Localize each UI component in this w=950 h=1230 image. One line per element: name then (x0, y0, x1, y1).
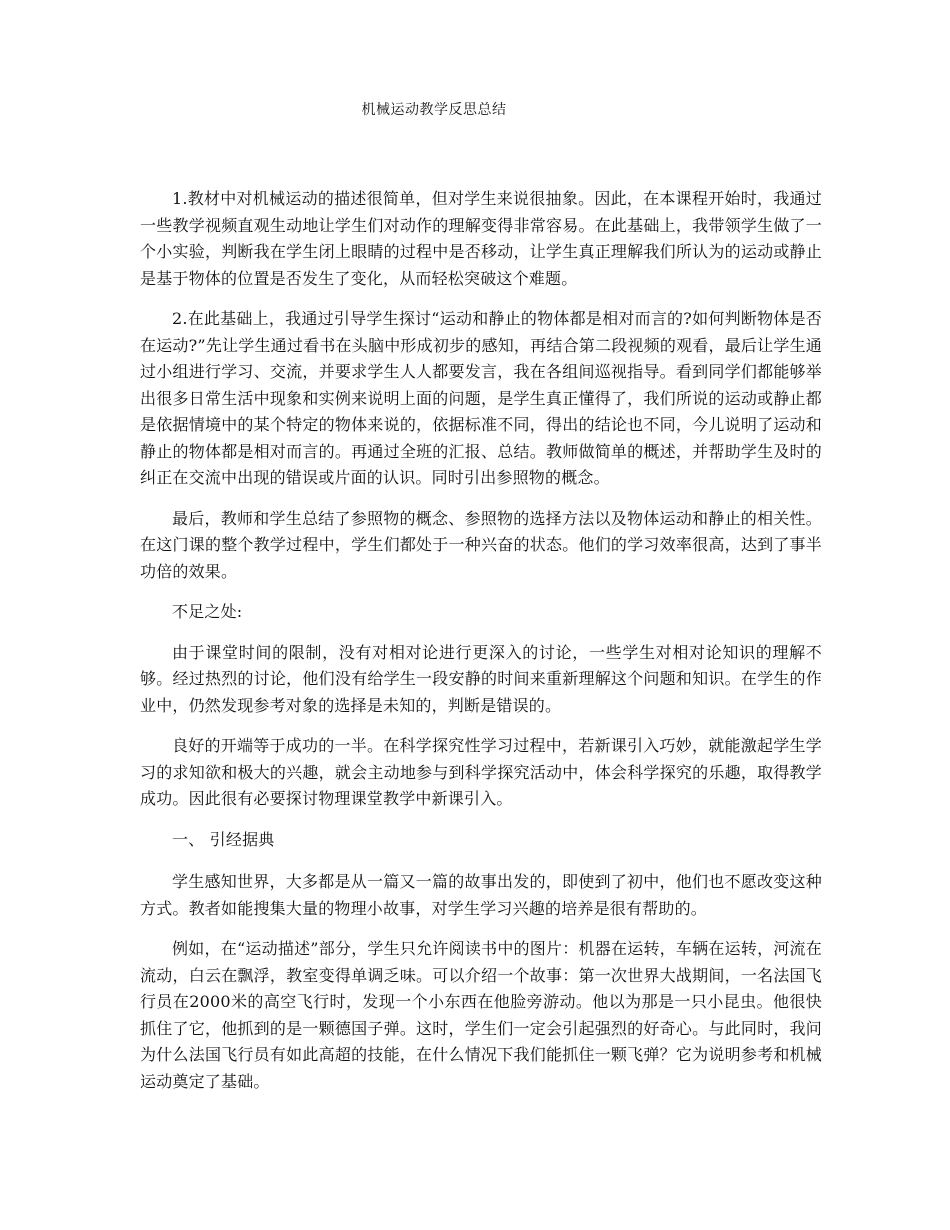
document-title: 机械运动教学反思总结 (361, 102, 507, 118)
paragraph-shortcomings-heading: 不足之处: (172, 602, 243, 621)
paragraph-8: 学生感知世界，大多都是从一篇又一篇的故事出发的，即使到了初中，他们也不愿改变这种方式。教者如能搜集大量的物理小故事，对学生学习兴趣的培养是很有帮助的。 (140, 872, 822, 918)
paragraph-6: 良好的开端等于成功的一半。在科学探究性学习过程中，若新课引入巧妙，就能激起学生学习的求知欲和极大的兴趣，就会主动地参与到科学探究活动中，体会科学探究的乐趣，取得教学成功。因此很有必要探讨物理课堂教学中新课引入。 (140, 736, 822, 808)
paragraph-1: 1.教材中对机械运动的描述很简单，但对学生来说很抽象。因此，在本课程开始时，我通过一些教学视频直观生动地让学生们对动作的理解变得非常容易。在此基础上，我带领学生做了一个小实验，判断我在学生闭上眼睛的过程中是否移动，让学生真正理解我们所认为的运动或静止是基于物体的位置是否发生了变化，从而轻松突破这个难题。 (140, 189, 822, 288)
paragraph-2: 2.在此基础上，我通过引导学生探讨“运动和静止的物体都是相对而言的?如何判断物体是否在运动?”先让学生通过看书在头脑中形成初步的感知，再结合第二段视频的观看，最后让学生通过小组进行学习、交流，并要求学生人人都要发言，我在各组间巡视指导。看到同学们都能够举出很多日常生活中现象和实例来说明上面的问题，是学生真正懂得了，我们所说的运动或静止都是依据情境中的某个特定的物体来说的，依据标准不同，得出的结论也不同，今儿说明了运动和静止的物体都是相对而言的。再通过全班的汇报、总结。教师做简单的概述，并帮助学生及时的纠正在交流中出现的错误或片面的认识。同时引出参照物的概念。 (140, 309, 822, 487)
document-body (140, 186, 822, 1109)
section-heading-1: 一、 引经据典 (172, 829, 275, 849)
paragraph-3: 最后，教师和学生总结了参照物的概念、参照物的选择方法以及物体运动和静止的相关性。在这门课的整个教学过程中，学生们都处于一种兴奋的状态。他们的学习效率很高，达到了事半功倍的效果。 (140, 508, 822, 581)
paragraph-5: 由于课堂时间的限制，没有对相对论进行更深入的讨论，一些学生对相对论知识的理解不够。经过热烈的讨论，他们没有给学生一段安静的时间来重新理解这个问题和知识。在学生的作业中，仍然发现参考对象的选择是未知的，判断是错误的。 (140, 642, 822, 715)
paragraph-9: 例如，在“运动描述”部分，学生只允许阅读书中的图片：机器在运转，车辆在运转，河流在流动，白云在飘浮，教室变得单调乏味。可以介绍一个故事：第一次世界大战期间，一名法国飞行员在2000米的高空飞行时，发现一个小东西在他脸旁游动。他以为那是一只小昆虫。他很快抓住了它，他抓到的是一颗德国子弹。这时，学生们一定会引起强烈的好奇心。与此同时，我问为什么法国飞行员有如此高超的技能，在什么情况下我们能抓住一颗飞弹？它为说明参考和机械运动奠定了基础。 (140, 939, 822, 1091)
